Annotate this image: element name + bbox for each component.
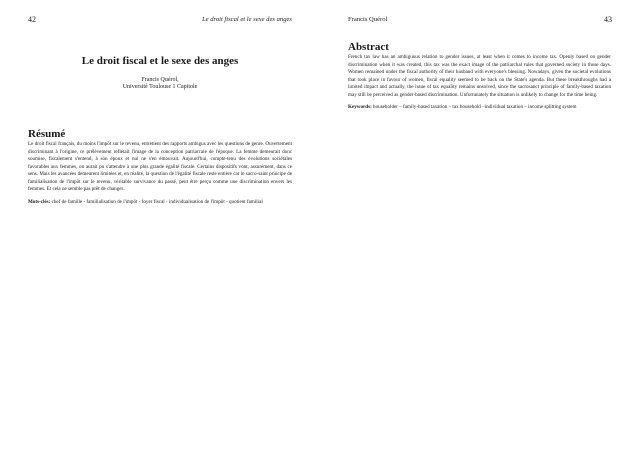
abstract-section xyxy=(348,41,611,112)
page-number: 43 xyxy=(604,15,612,24)
resume-text: Le droit fiscal français, du moins l'impôt sur le revenu, entretient des rapports ambigus avec les questions de genre. Ouvertement discriminant à l'origine, ce prélèvement reflétait l'image de la conception patriarcale de l'époque. La femme demeurait donc soumise, fiscalement s'entend, à son époux et nul ne s'en émouvait. Aujourd'hui, compte-tenu des évolutions sociétales favorables aux femmes, on aurait pu s'attendre à une plus grande égalité fiscale. Certains dispositifs vont, assurément, dans ce sens. Mais les avancées demeurent limitées et, en réalité, la question de l'égalité fiscale reste entière car le sacro-saint principe de familialisation de l'impôt sur le revenu, véritable survivance du passé, peut être perçu comme une discrimination envers les femmes. Et cela ne semble pas prêt de changer.. xyxy=(28,141,292,193)
keywords-fr xyxy=(28,199,292,207)
author-affiliation: Université Toulouse 1 Capitole xyxy=(122,84,198,91)
abstract-heading: Abstract xyxy=(348,41,389,53)
author-name: Francis Quérol, xyxy=(141,77,179,83)
keywords-en-text: householder – family-based taxation – tax household –individual taxation – income splitting system xyxy=(373,104,577,111)
page-number: 42 xyxy=(28,15,36,24)
running-head: Le droit fiscal et le sexe des anges xyxy=(201,16,292,23)
running-head-author: Francis Quérol xyxy=(348,16,388,23)
article-header xyxy=(28,55,292,92)
keywords-fr-text: chef de famille - familialisation de l'impôt - foyer fiscal - individualisation de l'impôt - quotient familial xyxy=(51,198,263,205)
resume-section xyxy=(28,128,292,206)
right-page xyxy=(320,0,640,454)
article-title: Le droit fiscal et le sexe des anges xyxy=(81,55,239,67)
resume-heading: Résumé xyxy=(28,128,66,140)
keywords-en xyxy=(348,104,611,112)
keywords-fr-label: Mots-clés: xyxy=(28,198,52,205)
abstract-text: French tax law has an ambiguous relation to gender issues, at least when it comes to income tax. Openly based on gender discrimination when it was created, this tax was the exact image of the patriarchal rules that governed society in those days. Women remained under the fiscal authority of their husband with everyone's blessing. Nowadays, given the societal evolutions that took place in favour of women, fiscal equality seemed to be back on the State's agenda. But these breakthroughs had a limited impact and actually, the issue of tax equality remains unsolved, since the sacrosanct principle of family-based taxation may still be perceived as gender-based discrimination. Unfortunately the situation is unlikely to change for the time being. xyxy=(348,54,611,98)
keywords-en-label: Keywords: xyxy=(348,104,374,111)
